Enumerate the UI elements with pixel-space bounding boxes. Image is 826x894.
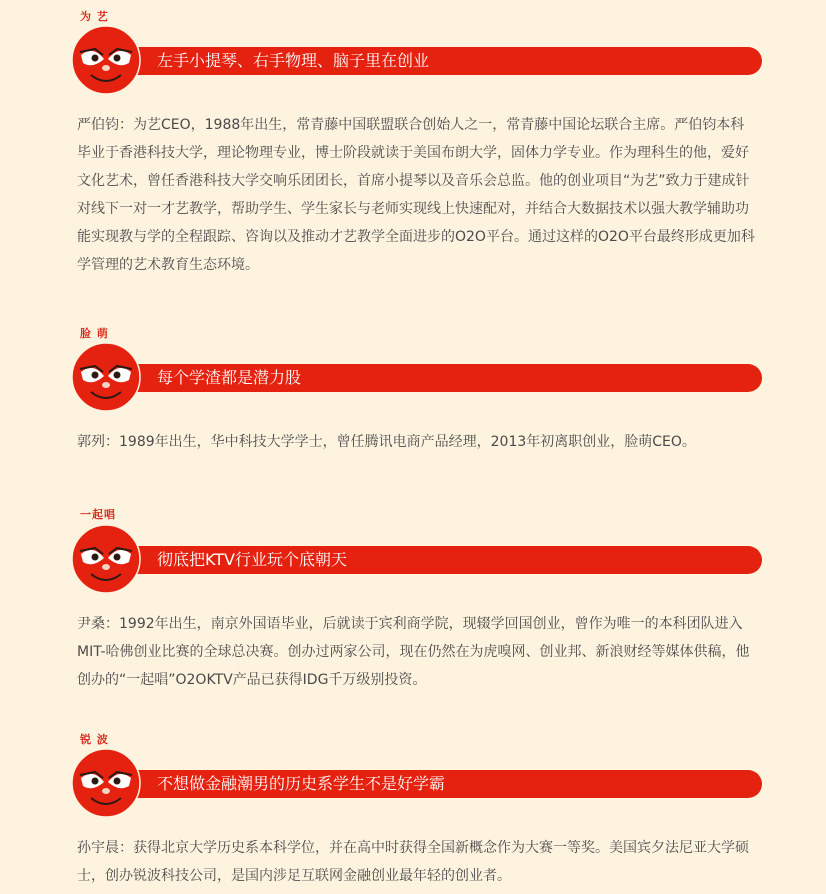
mascot-face-icon <box>71 25 141 95</box>
mascot-face-icon <box>71 524 141 594</box>
headline-banner <box>105 546 762 574</box>
profile-bio: 尹桑：1992年出生，南京外国语毕业，后就读于宾利商学院，现辍学回国创业，曾作为唯一的本科团队进入MIT-哈佛创业比赛的全球总决赛。创办过两家公司，现在仍然在为虎嗅网、创业邦、新浪财经等媒体供稿，他创办的“一起唱”O2OKTV产品已获得IDG千万级别投资。 <box>77 616 750 688</box>
headline-banner <box>105 770 762 798</box>
mascot-face-icon <box>71 748 141 818</box>
profile-bio: 孙宇晨：获得北京大学历史系本科学位，并在高中时获得全国新概念作为大赛一等奖。美国宾夕法尼亚大学硕士，创办锐波科技公司，是国内涉足互联网金融创业最年轻的创业者。 <box>77 840 749 884</box>
headline: 左手小提琴、右手物理、脑子里在创业 <box>157 51 430 70</box>
headline: 每个学渣都是潜力股 <box>157 368 302 387</box>
profile-bio: 郭列：1989年出生，华中科技大学学士，曾任腾讯电商产品经理，2013年初离职创业，脸萌CEO。 <box>77 434 696 450</box>
mascot-label: 脸 萌 <box>80 327 109 340</box>
mascot-label: 锐 波 <box>80 733 109 746</box>
profile-bio: 严伯钧：为艺CEO，1988年出生，常青藤中国联盟联合创始人之一，常青藤中国论坛联合主席。严伯钧本科毕业于香港科技大学，理论物理专业，博士阶段就读于美国布朗大学，固体力学专业。作为理科生的他，爱好文化艺术，曾任香港科技大学交响乐团团长，首席小提琴以及音乐会总监。他的创业项目“为艺”致力于建成针对线下一对一才艺教学，帮助学生、学生家长与老师实现线上快速配对，并结合大数据技术以强大教学辅助功能实现教与学的全程跟踪、咨询以及推动才艺教学全面进步的O2O平台。通过这样的O2O平台最终形成更加科学管理的艺术教育生态环境。 <box>77 117 755 273</box>
mascot-label: 一起唱 <box>80 508 116 521</box>
headline: 彻底把KTV行业玩个底朝天 <box>157 550 347 569</box>
headline-banner <box>105 364 762 392</box>
mascot-label: 为 艺 <box>80 10 109 23</box>
headline-banner <box>105 47 762 75</box>
headline: 不想做金融潮男的历史系学生不是好学霸 <box>157 774 446 793</box>
mascot-face-icon <box>71 342 141 412</box>
